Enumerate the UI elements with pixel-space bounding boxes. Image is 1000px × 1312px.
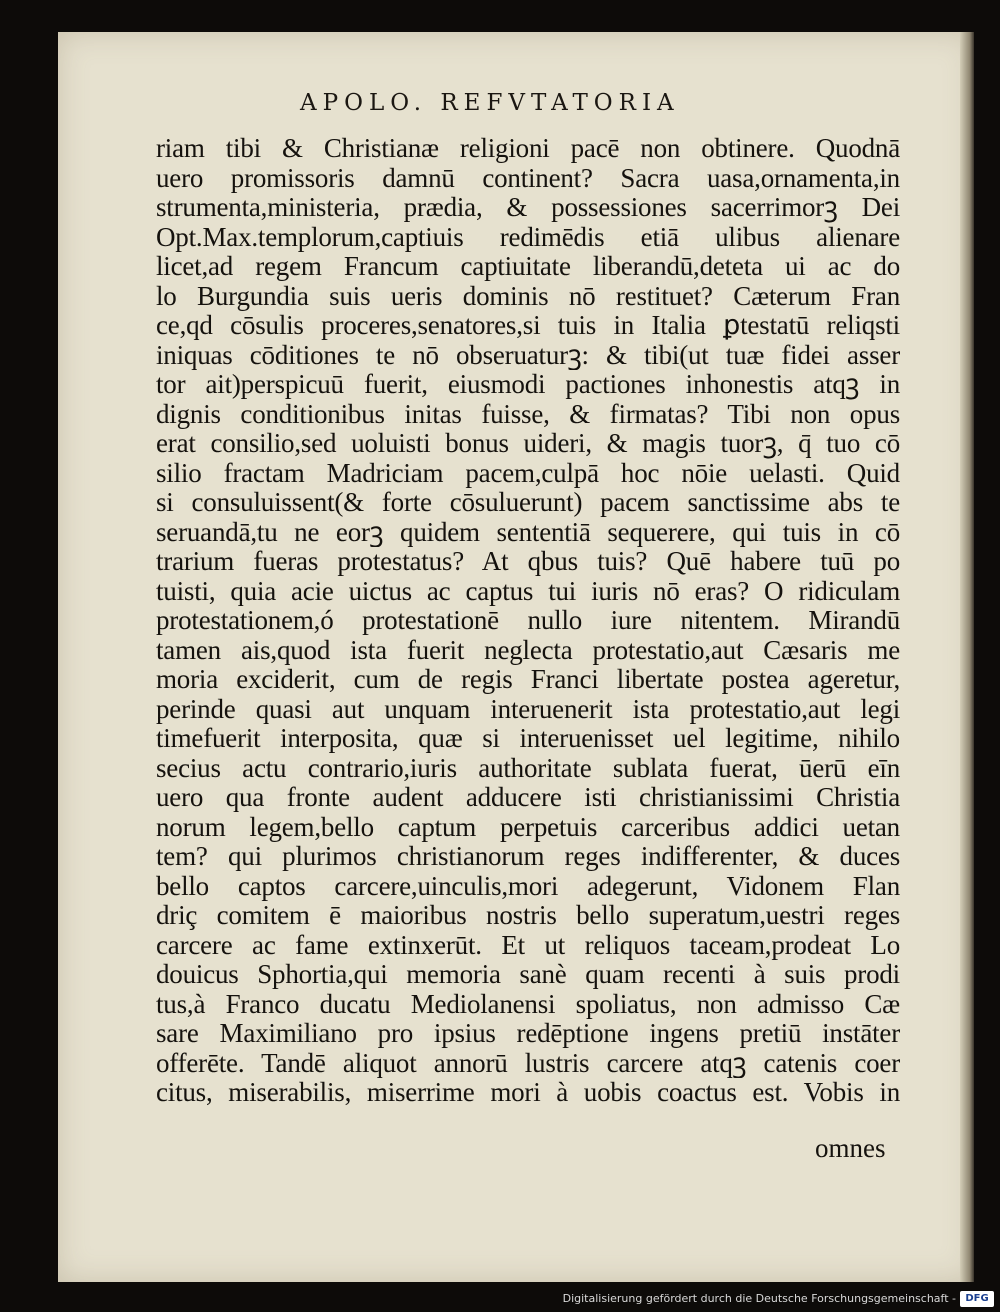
- text-line: uero promissoris damnū continent? Sacra uasa,ornamenta,in: [156, 163, 900, 193]
- footer-bar: [0, 1288, 1000, 1312]
- text-line: protestationem,ó protestationē nullo iure nitentem. Mirandū: [156, 606, 900, 635]
- text-line: strumenta,ministeria, prædia, & possessiones sacerrimorꝫ Dei: [156, 193, 900, 222]
- text-line: si consuluissent(& forte cōsuluerunt) pacem sanctissime abs te: [156, 488, 900, 517]
- text-line: carcere ac fame extinxerūt. Et ut reliquos taceam,prodeat Lo: [156, 930, 900, 960]
- text-line: perinde quasi aut unquam interuenerit ista protestatio,aut legi: [156, 694, 900, 724]
- text-line: seruandā,tu ne eorꝫ quidem sententiā sequerere, qui tuis in cō: [156, 517, 900, 547]
- text-block: [156, 134, 900, 1108]
- text-line: licet,ad regem Francum captiuitate liberandū,deteta ui ac do: [156, 252, 900, 281]
- running-head: APOLO. REFVTATORIA: [300, 90, 680, 116]
- text-line: tor ait)perspicuū fuerit, eiusmodi pactiones inhonestis atqꝫ in: [156, 370, 900, 399]
- text-line: timefuerit interposita, quæ si interuenisset uel legitime, nihilo: [156, 724, 900, 753]
- text-line: driç comitem ē maioribus nostris bello superatum,uestri reges: [156, 901, 900, 930]
- text-line: tem? qui plurimos christianorum reges indifferenter, & duces: [156, 842, 900, 871]
- text-line: ce,qd cōsulis proceres,senatores,si tuis in Italia ꝑtestatū reliqsti: [156, 311, 900, 340]
- text-line: tus,à Franco ducatu Mediolanensi spoliatus, non admisso Cæ: [156, 989, 900, 1019]
- footer-credit: Digitalisierung gefördert durch die Deutsche Forschungsgemeinschaft -: [562, 1292, 956, 1305]
- text-line: bello captos carcere,uinculis,mori adegerunt, Vidonem Flan: [156, 871, 900, 901]
- dfg-logo-icon: DFG: [960, 1291, 994, 1307]
- text-line: dignis conditionibus initas fuisse, & firmatas? Tibi non opus: [156, 399, 900, 429]
- text-line: iniquas cōditiones te nō obseruaturꝫ: & tibi(ut tuæ fidei asser: [156, 340, 900, 370]
- text-line: silio fractam Madriciam pacem,culpā hoc nōie uelasti. Quid: [156, 458, 900, 488]
- text-line: norum legem,bello captum perpetuis carceribus addici uetan: [156, 812, 900, 842]
- text-line: secius actu contrario,iuris authoritate sublata fuerat, ūerū eīn: [156, 753, 900, 783]
- page-edge: [960, 32, 974, 1282]
- text-line: riam tibi & Christianæ religioni pacē non obtinere. Quodnā: [156, 134, 900, 163]
- text-line: tuisti, quia acie uictus ac captus tui iuris nō eras? O ridiculam: [156, 576, 900, 606]
- text-line: Opt.Max.templorum,captiuis redimēdis etiā ulibus alienare: [156, 222, 900, 252]
- text-line: sare Maximiliano pro ipsius redēptione ingens pretiū instāter: [156, 1019, 900, 1048]
- text-line: erat consilio,sed uoluisti bonus uideri, & magis tuorꝫ, q̄ tuo cō: [156, 429, 900, 458]
- text-line: douicus Sphortia,qui memoria sanè quam recenti à suis prodi: [156, 960, 900, 989]
- text-line: moria exciderit, cum de regis Franci libertate postea ageretur,: [156, 665, 900, 694]
- text-line: citus, miserabilis, miserrime mori à uobis coactus est. Vobis in: [156, 1078, 900, 1107]
- text-line: tamen ais,quod ista fuerit neglecta protestatio,aut Cæsaris me: [156, 635, 900, 665]
- text-line: trarium fueras protestatus? At qbus tuis? Quē habere tuū po: [156, 547, 900, 576]
- text-line: offerēte. Tandē aliquot annorū lustris carcere atqꝫ catenis coer: [156, 1048, 900, 1078]
- text-line: lo Burgundia suis ueris dominis nō restituet? Cæterum Fran: [156, 281, 900, 311]
- catchword: omnes: [815, 1133, 886, 1163]
- text-line: uero qua fronte audent adducere isti christianissimi Christia: [156, 783, 900, 812]
